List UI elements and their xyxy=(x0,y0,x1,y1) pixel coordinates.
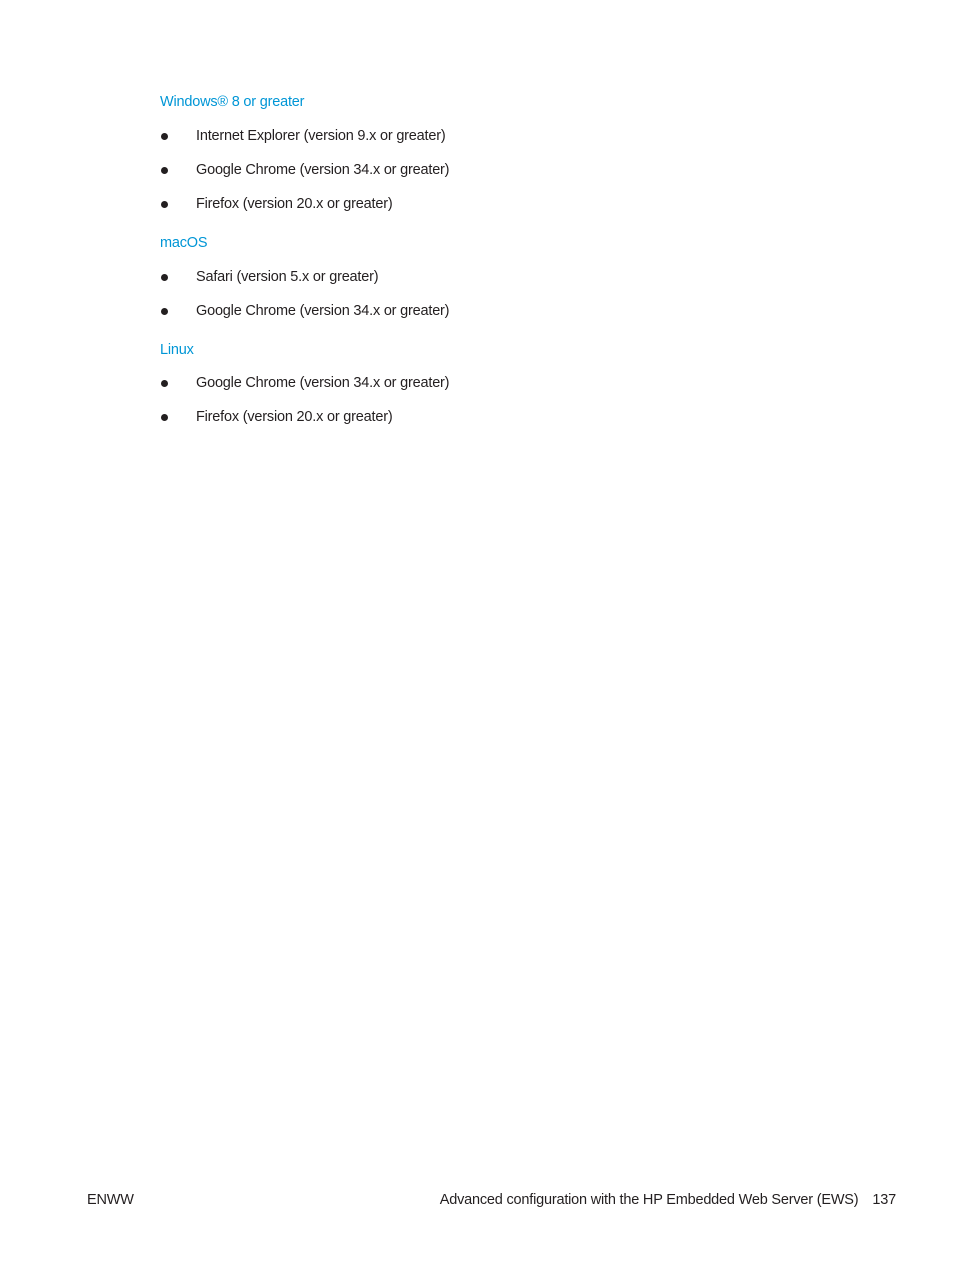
bullet-icon xyxy=(161,274,168,281)
list-item-text: Firefox (version 20.x or greater) xyxy=(196,409,393,425)
bullet-icon xyxy=(161,308,168,315)
section-heading-macos: macOS xyxy=(160,235,208,251)
list-item xyxy=(160,301,449,321)
section-heading-linux: Linux xyxy=(160,342,194,358)
bullet-icon xyxy=(161,133,168,140)
page-number: 137 xyxy=(872,1192,896,1208)
list-item xyxy=(160,267,378,287)
list-item xyxy=(160,373,449,393)
list-item xyxy=(160,160,449,180)
list-item-text: Google Chrome (version 34.x or greater) xyxy=(196,375,450,391)
list-item xyxy=(160,407,392,427)
list-item xyxy=(160,194,392,214)
footer-chapter-title: Advanced configuration with the HP Embedded Web Server (EWS) xyxy=(439,1192,859,1208)
bullet-icon xyxy=(161,167,168,174)
list-item-text: Google Chrome (version 34.x or greater) xyxy=(196,303,450,319)
list-item-text: Safari (version 5.x or greater) xyxy=(196,269,379,285)
bullet-icon xyxy=(161,201,168,208)
bullet-icon xyxy=(161,414,168,421)
footer-chapter xyxy=(440,1192,896,1208)
bullet-icon xyxy=(161,380,168,387)
list-item-text: Google Chrome (version 34.x or greater) xyxy=(196,162,450,178)
list-item xyxy=(160,126,446,146)
list-item-text: Firefox (version 20.x or greater) xyxy=(196,196,393,212)
list-item-text: Internet Explorer (version 9.x or greater) xyxy=(196,128,446,144)
section-heading-windows: Windows® 8 or greater xyxy=(160,94,305,110)
footer-document-code: ENWW xyxy=(87,1192,134,1208)
